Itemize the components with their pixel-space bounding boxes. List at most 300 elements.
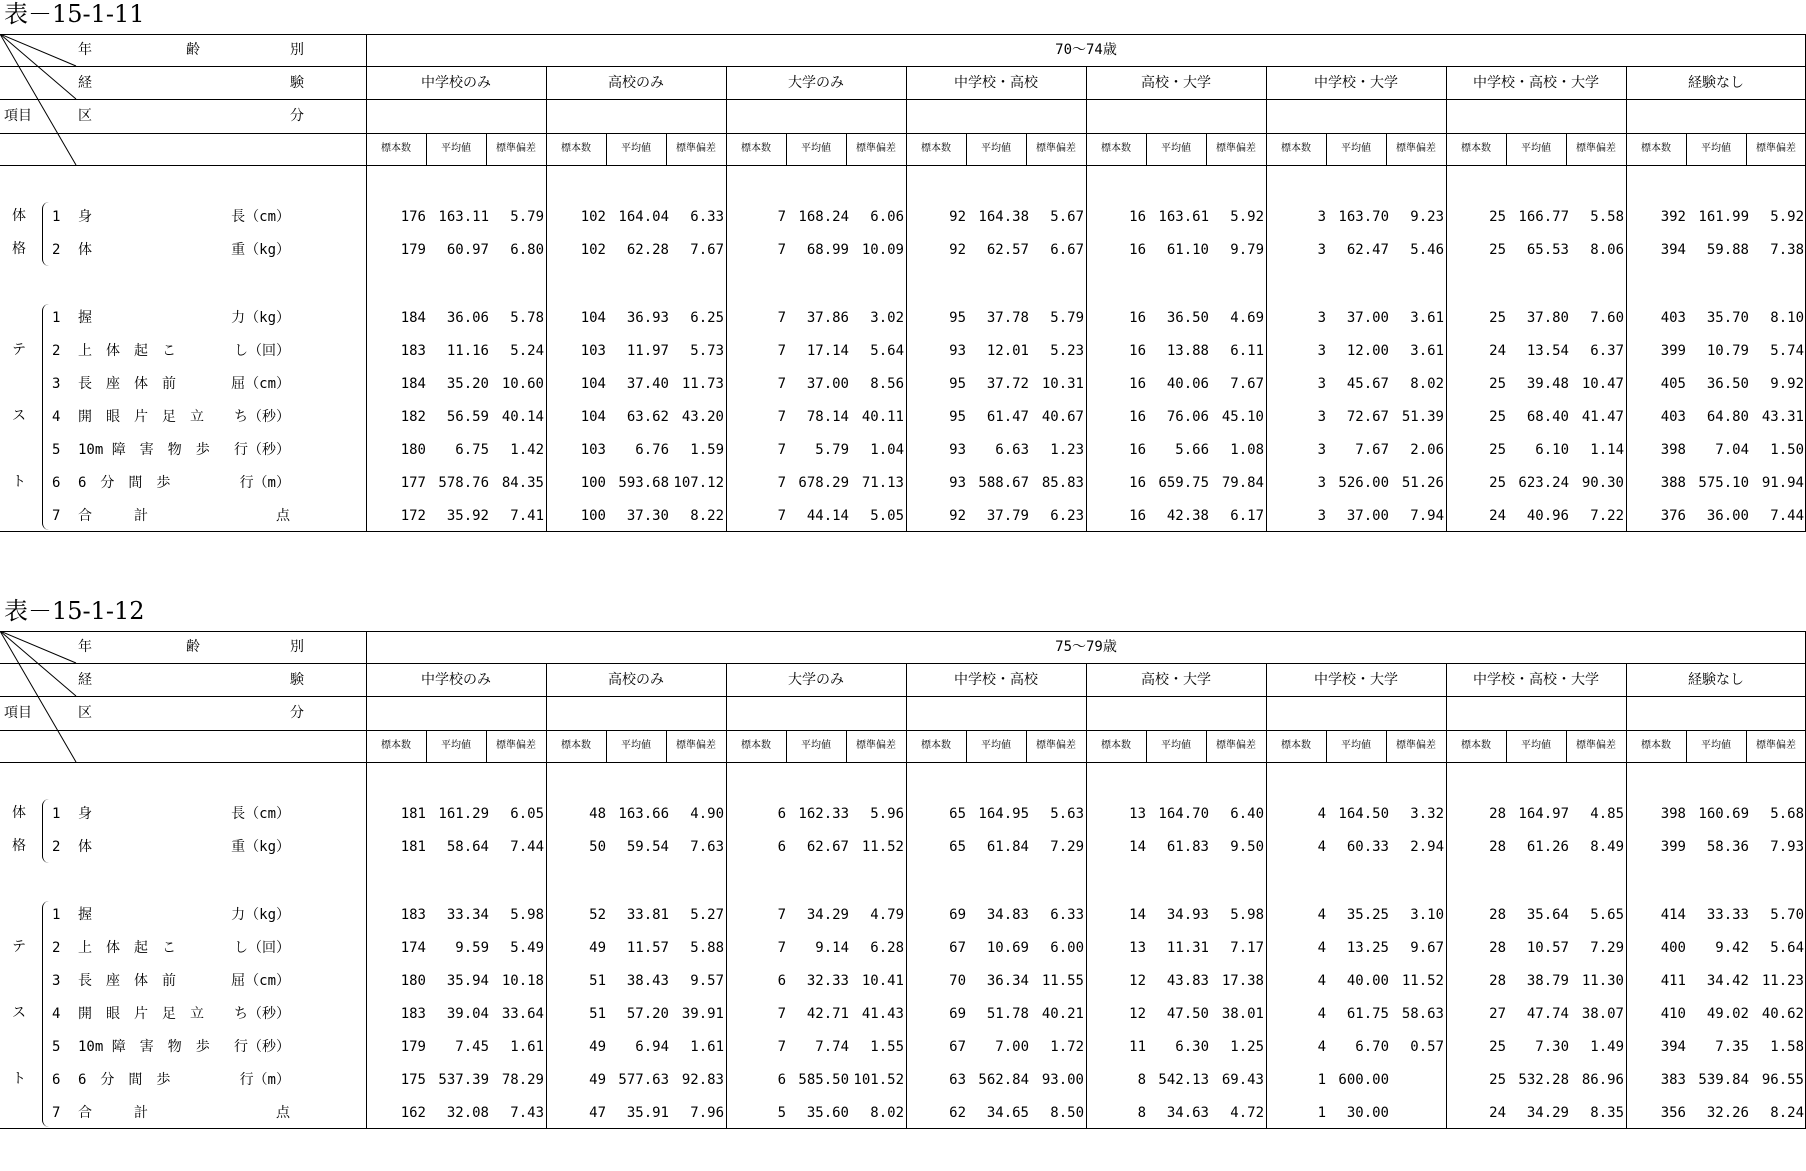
row-item: 身 bbox=[78, 806, 92, 822]
header-label: 齢 bbox=[186, 42, 200, 58]
cell-value: 6.30 bbox=[1175, 1039, 1209, 1055]
cell-value: 44.14 bbox=[806, 508, 849, 524]
cell-value: 65 bbox=[949, 839, 966, 855]
cell-value: 63 bbox=[949, 1072, 966, 1088]
cell-value: 3 bbox=[1317, 376, 1326, 392]
cell-value: 10.31 bbox=[1041, 376, 1084, 392]
cell-value: 93 bbox=[949, 343, 966, 359]
cell-value: 6 bbox=[777, 839, 786, 855]
row-item: 合 計 bbox=[78, 508, 148, 524]
stat-label: 標準偏差 bbox=[856, 143, 896, 154]
cell-value: 11.55 bbox=[1041, 973, 1084, 989]
cell-value: 8.56 bbox=[870, 376, 904, 392]
cell-value: 17.14 bbox=[806, 343, 849, 359]
row-unit: 重（kg） bbox=[231, 242, 290, 258]
cell-value: 585.50 bbox=[798, 1072, 849, 1088]
experience-label: 中学校のみ bbox=[421, 672, 491, 688]
cell-value: 33.33 bbox=[1706, 907, 1749, 923]
cell-value: 79.84 bbox=[1221, 475, 1264, 491]
cell-value: 6.28 bbox=[870, 940, 904, 956]
cell-value: 1.55 bbox=[870, 1039, 904, 1055]
cell-value: 2.94 bbox=[1410, 839, 1444, 855]
cell-value: 40.11 bbox=[861, 409, 904, 425]
cell-value: 5.64 bbox=[1770, 940, 1804, 956]
cell-value: 6.17 bbox=[1230, 508, 1264, 524]
cell-value: 405 bbox=[1660, 376, 1686, 392]
row-unit: し（回） bbox=[234, 343, 290, 359]
cell-value: 414 bbox=[1660, 907, 1686, 923]
cell-value: 37.79 bbox=[986, 508, 1029, 524]
cell-value: 39.91 bbox=[681, 1006, 724, 1022]
header-label: 区 bbox=[78, 705, 92, 721]
cell-value: 78.29 bbox=[501, 1072, 544, 1088]
row-unit: し（回） bbox=[234, 940, 290, 956]
experience-label: 大学のみ bbox=[788, 75, 844, 91]
cell-value: 172 bbox=[400, 508, 426, 524]
cell-value: 163.66 bbox=[618, 806, 669, 822]
row-number: 1 bbox=[52, 806, 61, 822]
cell-value: 92 bbox=[949, 209, 966, 225]
cell-value: 34.29 bbox=[806, 907, 849, 923]
experience-label: 中学校のみ bbox=[421, 75, 491, 91]
stat-label: 標本数 bbox=[381, 740, 411, 751]
cell-value: 61.84 bbox=[986, 839, 1029, 855]
header-label: 年 bbox=[78, 639, 92, 655]
cell-value: 7.29 bbox=[1590, 940, 1624, 956]
row-item: 10m 障 害 物 歩 bbox=[78, 1039, 210, 1055]
cell-value: 17.38 bbox=[1221, 973, 1264, 989]
cell-value: 394 bbox=[1660, 1039, 1686, 1055]
cell-value: 1 bbox=[1317, 1105, 1326, 1121]
cell-value: 93.00 bbox=[1041, 1072, 1084, 1088]
cell-value: 7 bbox=[777, 940, 786, 956]
cell-value: 5.05 bbox=[870, 508, 904, 524]
row-unit: 力（kg） bbox=[231, 907, 290, 923]
row-item: 長 座 体 前 bbox=[78, 376, 176, 392]
cell-value: 1.08 bbox=[1230, 442, 1264, 458]
corner-diagonals bbox=[0, 631, 80, 763]
cell-value: 7 bbox=[777, 242, 786, 258]
cell-value: 36.34 bbox=[986, 973, 1029, 989]
cell-value: 5.24 bbox=[510, 343, 544, 359]
cell-value: 25 bbox=[1489, 475, 1506, 491]
row-number: 2 bbox=[52, 940, 61, 956]
cell-value: 180 bbox=[400, 973, 426, 989]
cell-value: 38.01 bbox=[1221, 1006, 1264, 1022]
cell-value: 35.94 bbox=[446, 973, 489, 989]
cell-value: 179 bbox=[400, 1039, 426, 1055]
cell-value: 47.50 bbox=[1166, 1006, 1209, 1022]
cell-value: 13 bbox=[1129, 940, 1146, 956]
cell-value: 9.50 bbox=[1230, 839, 1264, 855]
cell-value: 10.47 bbox=[1581, 376, 1624, 392]
cell-value: 6.11 bbox=[1230, 343, 1264, 359]
experience-label: 高校のみ bbox=[608, 75, 664, 91]
cell-value: 49 bbox=[589, 1039, 606, 1055]
cell-value: 162.33 bbox=[798, 806, 849, 822]
cell-value: 1.59 bbox=[690, 442, 724, 458]
row-item: 開 眼 片 足 立 bbox=[78, 409, 204, 425]
cell-value: 4 bbox=[1317, 940, 1326, 956]
cell-value: 9.14 bbox=[815, 940, 849, 956]
cell-value: 10.57 bbox=[1526, 940, 1569, 956]
cell-value: 8.10 bbox=[1770, 310, 1804, 326]
cell-value: 104 bbox=[580, 310, 606, 326]
cell-value: 164.50 bbox=[1338, 806, 1389, 822]
cell-value: 1.49 bbox=[1590, 1039, 1624, 1055]
row-item: 開 眼 片 足 立 bbox=[78, 1006, 204, 1022]
cell-value: 62.57 bbox=[986, 242, 1029, 258]
cell-value: 90.30 bbox=[1581, 475, 1624, 491]
cell-value: 11.73 bbox=[681, 376, 724, 392]
cell-value: 5.79 bbox=[815, 442, 849, 458]
row-number: 1 bbox=[52, 907, 61, 923]
cell-value: 67 bbox=[949, 1039, 966, 1055]
cell-value: 34.29 bbox=[1526, 1105, 1569, 1121]
cell-value: 537.39 bbox=[438, 1072, 489, 1088]
cell-value: 51.78 bbox=[986, 1006, 1029, 1022]
brace-taikaku bbox=[42, 202, 49, 266]
cell-value: 61.47 bbox=[986, 409, 1029, 425]
cell-value: 14 bbox=[1129, 839, 1146, 855]
cell-value: 7.04 bbox=[1715, 442, 1749, 458]
cell-value: 6 bbox=[777, 1072, 786, 1088]
row-item: 身 bbox=[78, 209, 92, 225]
cell-value: 6.05 bbox=[510, 806, 544, 822]
cell-value: 7.74 bbox=[815, 1039, 849, 1055]
group-char-taikaku: 体 bbox=[12, 805, 26, 821]
cell-value: 37.30 bbox=[626, 508, 669, 524]
cell-value: 16 bbox=[1129, 376, 1146, 392]
cell-value: 7 bbox=[777, 409, 786, 425]
cell-value: 9.92 bbox=[1770, 376, 1804, 392]
table-2 bbox=[0, 597, 1806, 1171]
stat-label: 平均値 bbox=[621, 143, 651, 154]
cell-value: 3 bbox=[1317, 310, 1326, 326]
cell-value: 62.47 bbox=[1346, 242, 1389, 258]
grid-hline bbox=[0, 531, 1806, 532]
cell-value: 64.80 bbox=[1706, 409, 1749, 425]
cell-value: 3 bbox=[1317, 508, 1326, 524]
cell-value: 103 bbox=[580, 442, 606, 458]
cell-value: 10.18 bbox=[501, 973, 544, 989]
row-unit: 行（m） bbox=[239, 1072, 290, 1088]
cell-value: 398 bbox=[1660, 806, 1686, 822]
cell-value: 4.85 bbox=[1590, 806, 1624, 822]
grid-vline bbox=[1086, 663, 1087, 1128]
cell-value: 36.93 bbox=[626, 310, 669, 326]
row-item: 上 体 起 こ bbox=[78, 343, 176, 359]
cell-value: 164.95 bbox=[978, 806, 1029, 822]
stat-label: 標準偏差 bbox=[1216, 740, 1256, 751]
cell-value: 5.88 bbox=[690, 940, 724, 956]
cell-value: 92.83 bbox=[681, 1072, 724, 1088]
row-item: 6 分 間 歩 bbox=[78, 1072, 171, 1088]
stat-label: 標本数 bbox=[1641, 143, 1671, 154]
cell-value: 63.62 bbox=[626, 409, 669, 425]
cell-value: 62.67 bbox=[806, 839, 849, 855]
cell-value: 7.41 bbox=[510, 508, 544, 524]
cell-value: 58.63 bbox=[1401, 1006, 1444, 1022]
cell-value: 8.35 bbox=[1590, 1105, 1624, 1121]
cell-value: 6 bbox=[777, 973, 786, 989]
stat-label: 標準偏差 bbox=[676, 740, 716, 751]
cell-value: 32.33 bbox=[806, 973, 849, 989]
cell-value: 69 bbox=[949, 907, 966, 923]
stat-label: 標準偏差 bbox=[1756, 143, 1796, 154]
experience-label: 中学校・大学 bbox=[1314, 75, 1398, 91]
stat-label: 平均値 bbox=[441, 740, 471, 751]
grid-hline bbox=[0, 631, 1806, 632]
cell-value: 62 bbox=[949, 1105, 966, 1121]
cell-value: 9.67 bbox=[1410, 940, 1444, 956]
stat-label: 平均値 bbox=[981, 143, 1011, 154]
stat-label: 標本数 bbox=[1101, 143, 1131, 154]
group-char-test: テ bbox=[12, 342, 26, 358]
row-number: 4 bbox=[52, 409, 61, 425]
grid-vline bbox=[1626, 663, 1627, 1128]
cell-value: 35.64 bbox=[1526, 907, 1569, 923]
group-char-taikaku: 体 bbox=[12, 208, 26, 224]
row-unit: 重（kg） bbox=[231, 839, 290, 855]
cell-value: 41.43 bbox=[861, 1006, 904, 1022]
stat-label: 標本数 bbox=[921, 740, 951, 751]
cell-value: 43.20 bbox=[681, 409, 724, 425]
group-char-taikaku: 格 bbox=[12, 241, 26, 257]
group-char-test: ト bbox=[12, 474, 26, 490]
cell-value: 45.10 bbox=[1221, 409, 1264, 425]
row-number: 3 bbox=[52, 973, 61, 989]
cell-value: 7.67 bbox=[690, 242, 724, 258]
cell-value: 36.06 bbox=[446, 310, 489, 326]
stat-label: 平均値 bbox=[1701, 143, 1731, 154]
row-item: 体 bbox=[78, 839, 92, 855]
stat-label: 標準偏差 bbox=[1216, 143, 1256, 154]
diagonal-line bbox=[0, 631, 76, 663]
cell-value: 6.33 bbox=[1050, 907, 1084, 923]
cell-value: 95 bbox=[949, 310, 966, 326]
cell-value: 14 bbox=[1129, 907, 1146, 923]
stat-label: 標準偏差 bbox=[1756, 740, 1796, 751]
cell-value: 8.06 bbox=[1590, 242, 1624, 258]
cell-value: 7.43 bbox=[510, 1105, 544, 1121]
cell-value: 7.93 bbox=[1770, 839, 1804, 855]
cell-value: 11.31 bbox=[1166, 940, 1209, 956]
cell-value: 13.88 bbox=[1166, 343, 1209, 359]
cell-value: 35.20 bbox=[446, 376, 489, 392]
cell-value: 35.25 bbox=[1346, 907, 1389, 923]
stat-label: 標本数 bbox=[1281, 143, 1311, 154]
row-number: 2 bbox=[52, 343, 61, 359]
corner-diagonals bbox=[0, 34, 80, 166]
cell-value: 25 bbox=[1489, 376, 1506, 392]
table-grid bbox=[0, 631, 1806, 1147]
cell-value: 62.28 bbox=[626, 242, 669, 258]
cell-value: 60.97 bbox=[446, 242, 489, 258]
row-unit: 行（m） bbox=[239, 475, 290, 491]
cell-value: 33.34 bbox=[446, 907, 489, 923]
cell-value: 11.52 bbox=[861, 839, 904, 855]
cell-value: 58.64 bbox=[446, 839, 489, 855]
row-unit: 点 bbox=[276, 508, 290, 524]
cell-value: 69.43 bbox=[1221, 1072, 1264, 1088]
cell-value: 36.00 bbox=[1706, 508, 1749, 524]
cell-value: 8.02 bbox=[1410, 376, 1444, 392]
cell-value: 38.43 bbox=[626, 973, 669, 989]
cell-value: 59.88 bbox=[1706, 242, 1749, 258]
cell-value: 50 bbox=[589, 839, 606, 855]
cell-value: 104 bbox=[580, 376, 606, 392]
experience-label: 大学のみ bbox=[788, 672, 844, 688]
grid-vline bbox=[906, 663, 907, 1128]
cell-value: 7.17 bbox=[1230, 940, 1264, 956]
stat-label: 標準偏差 bbox=[1036, 143, 1076, 154]
cell-value: 577.63 bbox=[618, 1072, 669, 1088]
stat-label: 標本数 bbox=[921, 143, 951, 154]
stat-label: 標本数 bbox=[1461, 740, 1491, 751]
cell-value: 7 bbox=[777, 1039, 786, 1055]
stat-label: 標準偏差 bbox=[1576, 143, 1616, 154]
group-char-test: ス bbox=[12, 408, 26, 424]
cell-value: 3.61 bbox=[1410, 343, 1444, 359]
cell-value: 95 bbox=[949, 376, 966, 392]
cell-value: 383 bbox=[1660, 1072, 1686, 1088]
cell-value: 51.39 bbox=[1401, 409, 1444, 425]
cell-value: 410 bbox=[1660, 1006, 1686, 1022]
cell-value: 16 bbox=[1129, 508, 1146, 524]
cell-value: 6.63 bbox=[995, 442, 1029, 458]
cell-value: 102 bbox=[580, 209, 606, 225]
experience-label: 経験なし bbox=[1688, 75, 1744, 91]
cell-value: 398 bbox=[1660, 442, 1686, 458]
stat-label: 平均値 bbox=[621, 740, 651, 751]
cell-value: 35.91 bbox=[626, 1105, 669, 1121]
header-label: 験 bbox=[290, 75, 304, 91]
cell-value: 56.59 bbox=[446, 409, 489, 425]
cell-value: 71.13 bbox=[861, 475, 904, 491]
row-number: 2 bbox=[52, 242, 61, 258]
cell-value: 65 bbox=[949, 806, 966, 822]
cell-value: 3 bbox=[1317, 475, 1326, 491]
cell-value: 7 bbox=[777, 209, 786, 225]
cell-value: 164.97 bbox=[1518, 806, 1569, 822]
cell-value: 12 bbox=[1129, 973, 1146, 989]
cell-value: 13.54 bbox=[1526, 343, 1569, 359]
table-caption: 表－15-1-12 bbox=[4, 597, 145, 625]
cell-value: 37.00 bbox=[1346, 310, 1389, 326]
cell-value: 59.54 bbox=[626, 839, 669, 855]
cell-value: 28 bbox=[1489, 940, 1506, 956]
cell-value: 392 bbox=[1660, 209, 1686, 225]
row-item: 握 bbox=[78, 310, 92, 326]
cell-value: 25 bbox=[1489, 310, 1506, 326]
cell-value: 179 bbox=[400, 242, 426, 258]
cell-value: 1.42 bbox=[510, 442, 544, 458]
cell-value: 61.10 bbox=[1166, 242, 1209, 258]
cell-value: 24 bbox=[1489, 508, 1506, 524]
cell-value: 376 bbox=[1660, 508, 1686, 524]
cell-value: 7.60 bbox=[1590, 310, 1624, 326]
cell-value: 45.67 bbox=[1346, 376, 1389, 392]
cell-value: 5.63 bbox=[1050, 806, 1084, 822]
cell-value: 8 bbox=[1137, 1105, 1146, 1121]
cell-value: 34.83 bbox=[986, 907, 1029, 923]
cell-value: 35.60 bbox=[806, 1105, 849, 1121]
cell-value: 7.35 bbox=[1715, 1039, 1749, 1055]
cell-value: 5.67 bbox=[1050, 209, 1084, 225]
stat-label: 標本数 bbox=[741, 740, 771, 751]
row-unit: 長（cm） bbox=[231, 209, 290, 225]
cell-value: 6.75 bbox=[455, 442, 489, 458]
cell-value: 5.64 bbox=[870, 343, 904, 359]
cell-value: 39.04 bbox=[446, 1006, 489, 1022]
cell-value: 659.75 bbox=[1158, 475, 1209, 491]
cell-value: 7 bbox=[777, 1006, 786, 1022]
cell-value: 16 bbox=[1129, 409, 1146, 425]
cell-value: 4.79 bbox=[870, 907, 904, 923]
cell-value: 3 bbox=[1317, 343, 1326, 359]
cell-value: 61.75 bbox=[1346, 1006, 1389, 1022]
cell-value: 39.48 bbox=[1526, 376, 1569, 392]
row-number: 4 bbox=[52, 1006, 61, 1022]
row-number: 7 bbox=[52, 1105, 61, 1121]
cell-value: 7.29 bbox=[1050, 839, 1084, 855]
group-char-test: テ bbox=[12, 939, 26, 955]
stat-label: 標本数 bbox=[1461, 143, 1491, 154]
cell-value: 27 bbox=[1489, 1006, 1506, 1022]
cell-value: 542.13 bbox=[1158, 1072, 1209, 1088]
cell-value: 40.00 bbox=[1346, 973, 1389, 989]
cell-value: 7.94 bbox=[1410, 508, 1444, 524]
cell-value: 163.61 bbox=[1158, 209, 1209, 225]
group-char-taikaku: 格 bbox=[12, 838, 26, 854]
cell-value: 16 bbox=[1129, 310, 1146, 326]
cell-value: 52 bbox=[589, 907, 606, 923]
header-label: 験 bbox=[290, 672, 304, 688]
cell-value: 33.64 bbox=[501, 1006, 544, 1022]
cell-value: 96.55 bbox=[1761, 1072, 1804, 1088]
cell-value: 69 bbox=[949, 1006, 966, 1022]
cell-value: 37.40 bbox=[626, 376, 669, 392]
cell-value: 3.02 bbox=[870, 310, 904, 326]
diagonal-line bbox=[0, 631, 76, 762]
stat-label: 標準偏差 bbox=[496, 740, 536, 751]
cell-value: 28 bbox=[1489, 806, 1506, 822]
cell-value: 12.00 bbox=[1346, 343, 1389, 359]
cell-value: 37.80 bbox=[1526, 310, 1569, 326]
cell-value: 183 bbox=[400, 1006, 426, 1022]
cell-value: 7 bbox=[777, 442, 786, 458]
cell-value: 7.44 bbox=[510, 839, 544, 855]
grid-hline bbox=[0, 1128, 1806, 1129]
row-item: 上 体 起 こ bbox=[78, 940, 176, 956]
cell-value: 5.92 bbox=[1230, 209, 1264, 225]
cell-value: 51 bbox=[589, 1006, 606, 1022]
age-group-label: 70～74歳 bbox=[1055, 42, 1117, 58]
stat-label: 平均値 bbox=[801, 143, 831, 154]
cell-value: 49.02 bbox=[1706, 1006, 1749, 1022]
cell-value: 7.67 bbox=[1355, 442, 1389, 458]
cell-value: 578.76 bbox=[438, 475, 489, 491]
row-unit: 長（cm） bbox=[231, 806, 290, 822]
cell-value: 5.78 bbox=[510, 310, 544, 326]
table-1 bbox=[0, 0, 1806, 574]
cell-value: 61.83 bbox=[1166, 839, 1209, 855]
row-item: 合 計 bbox=[78, 1105, 148, 1121]
cell-value: 34.42 bbox=[1706, 973, 1749, 989]
cell-value: 6.23 bbox=[1050, 508, 1084, 524]
cell-value: 7 bbox=[777, 376, 786, 392]
